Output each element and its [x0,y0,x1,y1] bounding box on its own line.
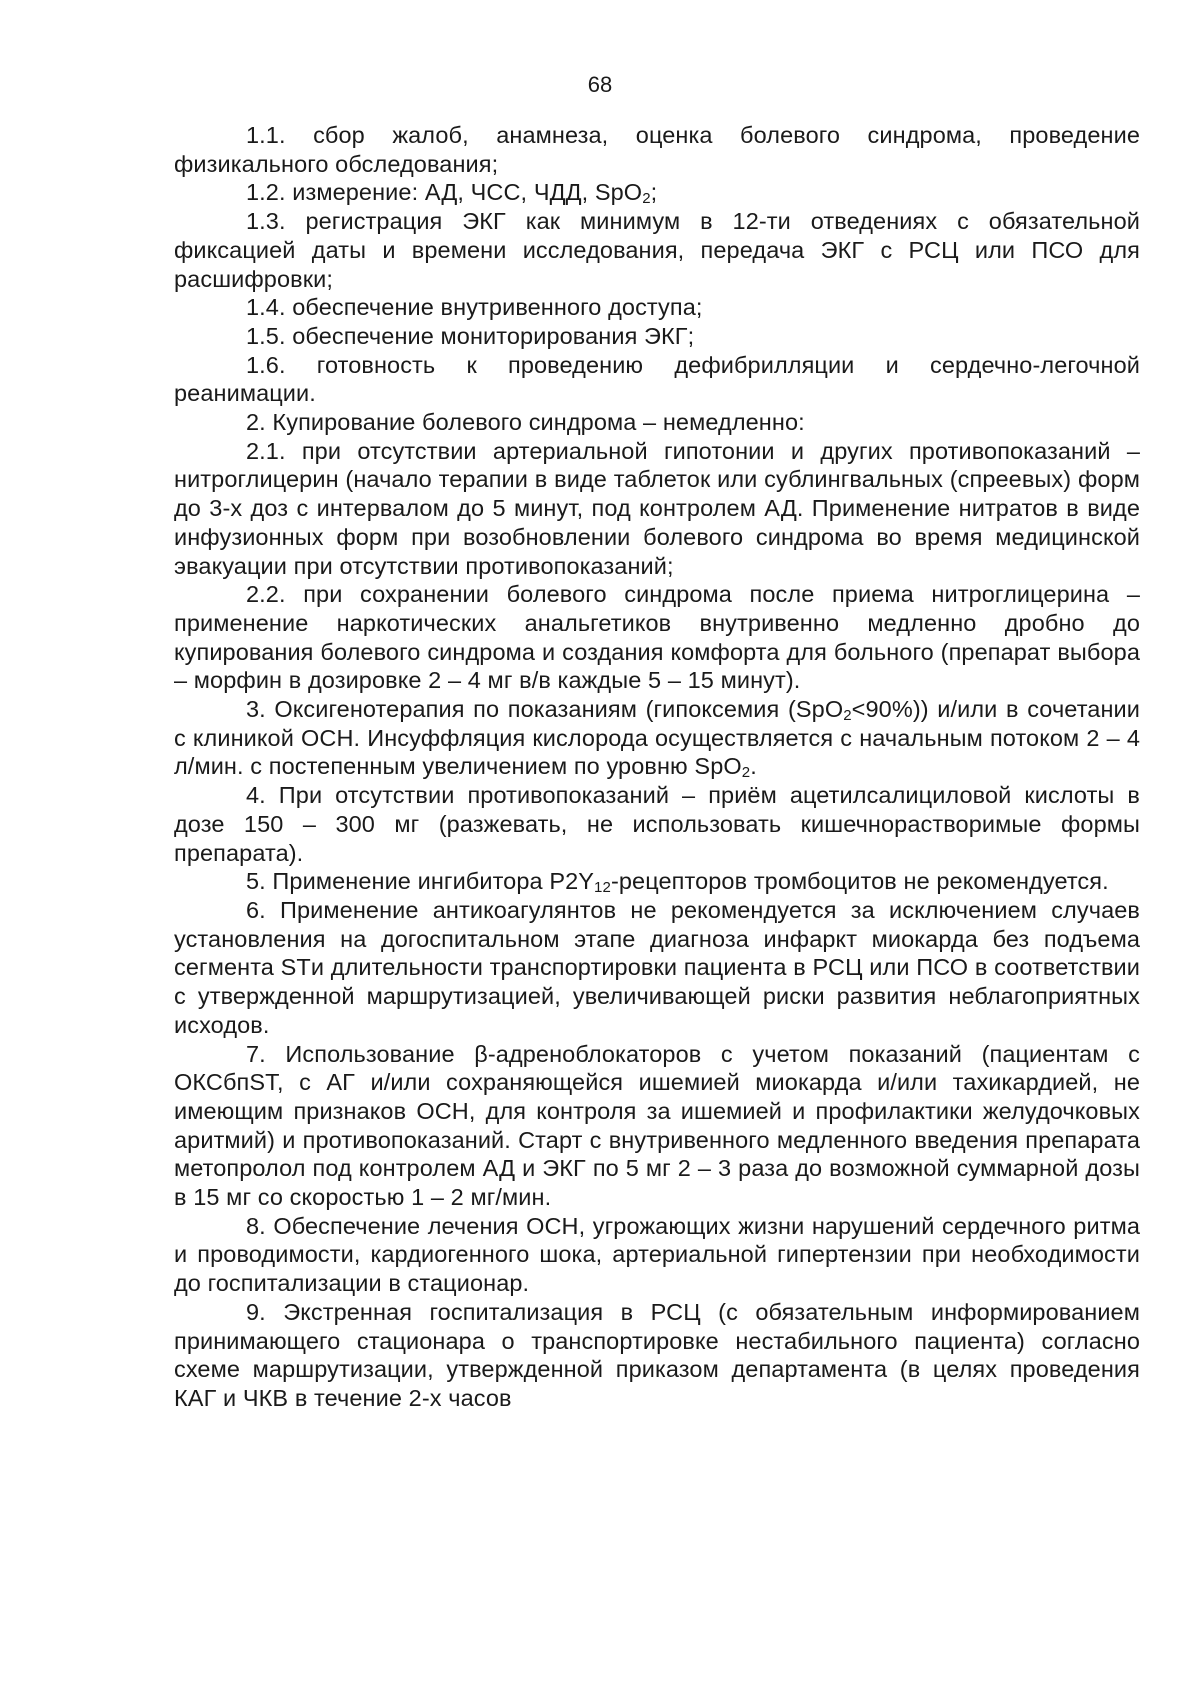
paragraph-7: 7. Использование β-адреноблокаторов с учетом показаний (пациентам с ОКСбпST, с АГ и/или сохраняющейся ишемией миокарда и/или тахикардией, не имеющим признаков ОСН, для контроля за ишемией и профилактики желудочковых аритмий) и противопоказаний. Старт с внутривенного медленного введения препарата метопролол под контролем АД и ЭКГ по 5 мг 2 – 3 раза до возможной суммарной дозы в 15 мг со скоростью 1 – 2 мг/мин. [174,1040,1140,1211]
paragraph-1-3: 1.3. регистрация ЭКГ как минимум в 12-ти отведениях с обязательной фиксацией даты и времени исследования, передача ЭКГ с РСЦ или ПСО для расшифровки; [174,208,1140,292]
paragraph-2-1: 2.1. при отсутствии артериальной гипотонии и других противопоказаний – нитроглицерин (начало терапии в виде таблеток или сублингвальных (спреевых) форм до 3-х доз с интервалом до 5 минут, под контролем АД. Применение нитратов в виде инфузионных форм при возобновлении болевого синдрома во время медицинской эвакуации при отсутствии противопоказаний; [174,437,1140,579]
paragraph-2: 2. Купирование болевого синдрома – немедленно: [246,409,805,436]
paragraph-3-text-a: 3. Оксигенотерапия по показаниям (гипоксемия (SpO [246,696,844,723]
paragraph-5-text-b: -рецепторов тромбоцитов не рекомендуется. [610,868,1109,895]
paragraph-6: 6. Применение антикоагулянтов не рекомендуется за исключением случаев установления на догоспитальном этапе диагноза инфаркт миокарда без подъема сегмента STи длительности транспортировки пациента в РСЦ или ПСО в соответствии с утвержденной маршрутизацией, увеличивающей риски развития неблагоприятных исходов. [174,896,1140,1038]
paragraph-3-text-c: . [750,753,757,780]
paragraph-5-text-a: 5. Применение ингибитора P2Y [246,868,595,895]
paragraph-3-text-b: <90%)) и/или в сочетании с клиникой ОСН. Инсуффляция кислорода осуществляется с начальным потоком 2 – 4 л/мин. с постепенным увеличением по уровню SpO [174,696,1140,780]
paragraph-1-2-text: 1.2. измерение: АД, ЧСС, ЧДД, SpO [246,179,643,206]
page-number: 68 [587,72,613,97]
paragraph-1-5: 1.5. обеспечение мониторирования ЭКГ; [246,322,695,349]
paragraph-1-1: 1.1. сбор жалоб, анамнеза, оценка болевого синдрома, проведение физикального обследования; [174,122,1140,177]
subscript-spo2-b: 2 [741,764,751,782]
paragraph-9: 9. Экстренная госпитализация в РСЦ (с обязательным информированием принимающего стационара о транспортировке нестабильного пациента) согласно схеме маршрутизации, утвержденной приказом департамента (в целях проведения КАГ и ЧКВ в течение 2-х часов [174,1298,1140,1411]
paragraph-4: 4. При отсутствии противопоказаний – приём ацетилсалициловой кислоты в дозе 150 – 300 мг (разжевать, не использовать кишечнорастворимые формы препарата). [174,782,1140,866]
document-body [174,121,1140,1413]
subscript-p2y12: 12 [594,879,611,897]
paragraph-1-6: 1.6. готовность к проведению дефибрилляции и сердечно-легочной реанимации. [174,351,1140,407]
subscript-spo2-a: 2 [843,707,852,725]
paragraph-5 [174,867,1140,896]
paragraph-1-4: 1.4. обеспечение внутривенного доступа; [246,294,703,321]
paragraph-3 [174,695,1140,781]
paragraph-1-2 [174,178,1140,207]
paragraph-8: 8. Обеспечение лечения ОСН, угрожающих жизни нарушений сердечного ритма и проводимости, кардиогенного шока, артериальной гипертензии при необходимости до госпитализации в стационар. [174,1212,1140,1297]
paragraph-1-2-end: ; [650,179,658,206]
paragraph-2-2: 2.2. при сохранении болевого синдрома после приема нитроглицерина – применение наркотических анальгетиков внутривенно медленно дробно до купирования болевого синдрома и создания комфорта для больного (препарат выбора – морфин в дозировке 2 – 4 мг в/в каждые 5 – 15 минут). [174,581,1140,694]
subscript-spo2: 2 [642,190,651,208]
